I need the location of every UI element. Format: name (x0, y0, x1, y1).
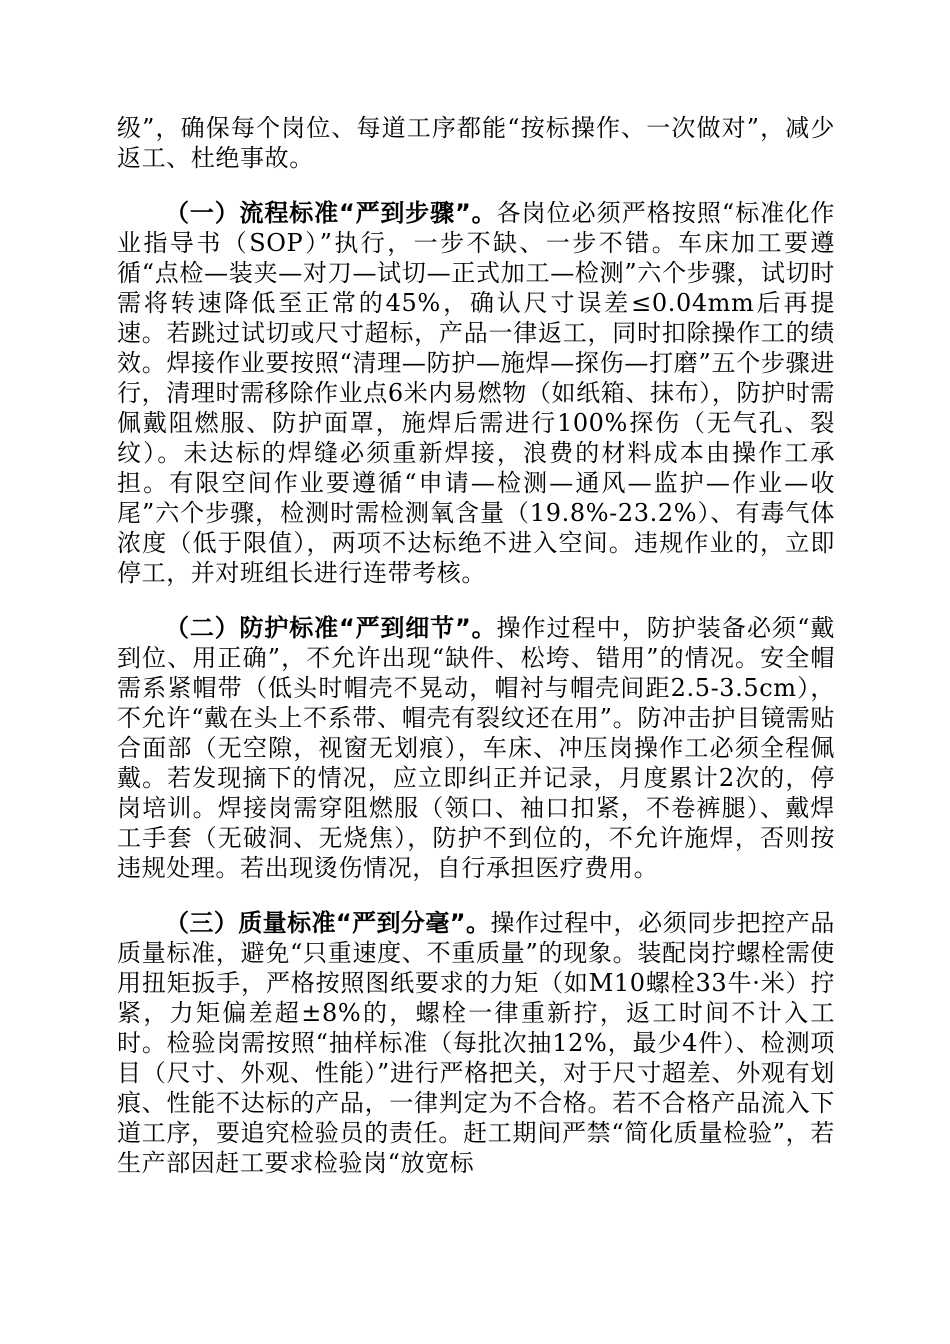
section-2-body: 操作过程中，防护装备必须“戴到位、用正确”，不允许出现“缺件、松垮、错用”的情况。安全帽需系紧帽带（低头时帽壳不晃动，帽衬与帽壳间距2.5-3.5cm），不允许“戴在头上不系带、帽壳有裂纹还在用”。防冲击护目镜需贴合面部（无空隙，视窗无划痕），车床、冲压岗操作工必须全程佩戴。若发现摘下的情况，应立即纠正并记录，月度累计2次的，停岗培训。焊接岗需穿阻燃服（领口、袖口扣紧，不卷裤腿）、戴焊工手套（无破洞、无烧焦），防护不到位的，不允许施焊，否则按违规处理。若出现烫伤情况，自行承担医疗费用。 (117, 614, 835, 882)
section-1-heading: （一）流程标准“严到步骤”。 (165, 199, 497, 227)
section-3-paragraph (117, 908, 835, 1178)
section-2-paragraph (117, 613, 835, 883)
section-3-body: 操作过程中，必须同步把控产品质量标准，避免“只重速度、不重质量”的现象。装配岗拧螺栓需使用扭矩扳手，严格按照图纸要求的力矩（如M10螺栓33牛·米）拧紧，力矩偏差超±8%的，螺栓一律重新拧，返工时间不计入工时。检验岗需按照“抽样标准（每批次抽12%，最少4件）、检测项目（尺寸、外观、性能）”进行严格把关，对于尺寸超差、外观有划痕、性能不达标的产品，一律判定为不合格。若不合格产品流入下道工序，要追究检验员的责任。赶工期间严禁“简化质量检验”，若生产部因赶工要求检验岗“放宽标 (117, 909, 835, 1177)
intro-paragraph: 级”，确保每个岗位、每道工序都能“按标操作、一次做对”，减少返工、杜绝事故。 (117, 114, 835, 172)
section-2-heading: （二）防护标准“严到细节”。 (165, 614, 497, 642)
section-3-heading: （三）质量标准“严到分毫”。 (165, 909, 491, 937)
document-page (117, 113, 835, 1178)
section-1-body: 各岗位必须严格按照“标准化作业指导书（SOP）”执行，一步不缺、一步不错。车床加工要遵循“点检—装夹—对刀—试切—正式加工—检测”六个步骤，试切时需将转速降低至正常的45%，确认尺寸误差≤0.04mm后再提速。若跳过试切或尺寸超标，产品一律返工，同时扣除操作工的绩效。焊接作业要按照“清理—防护—施焊—探伤—打磨”五个步骤进行，清理时需移除作业点6米内易燃物（如纸箱、抹布），防护时需佩戴阻燃服、防护面罩，施焊后需进行100%探伤（无气孔、裂纹）。未达标的焊缝必须重新焊接，浪费的材料成本由操作工承担。有限空间作业要遵循“申请—检测—通风—监护—作业—收尾”六个步骤，检测时需检测氧含量（19.8%-23.2%）、有毒气体浓度（低于限值），两项不达标绝不进入空间。违规作业的，立即停工，并对班组长进行连带考核。 (117, 199, 835, 587)
section-1-paragraph (117, 198, 835, 588)
